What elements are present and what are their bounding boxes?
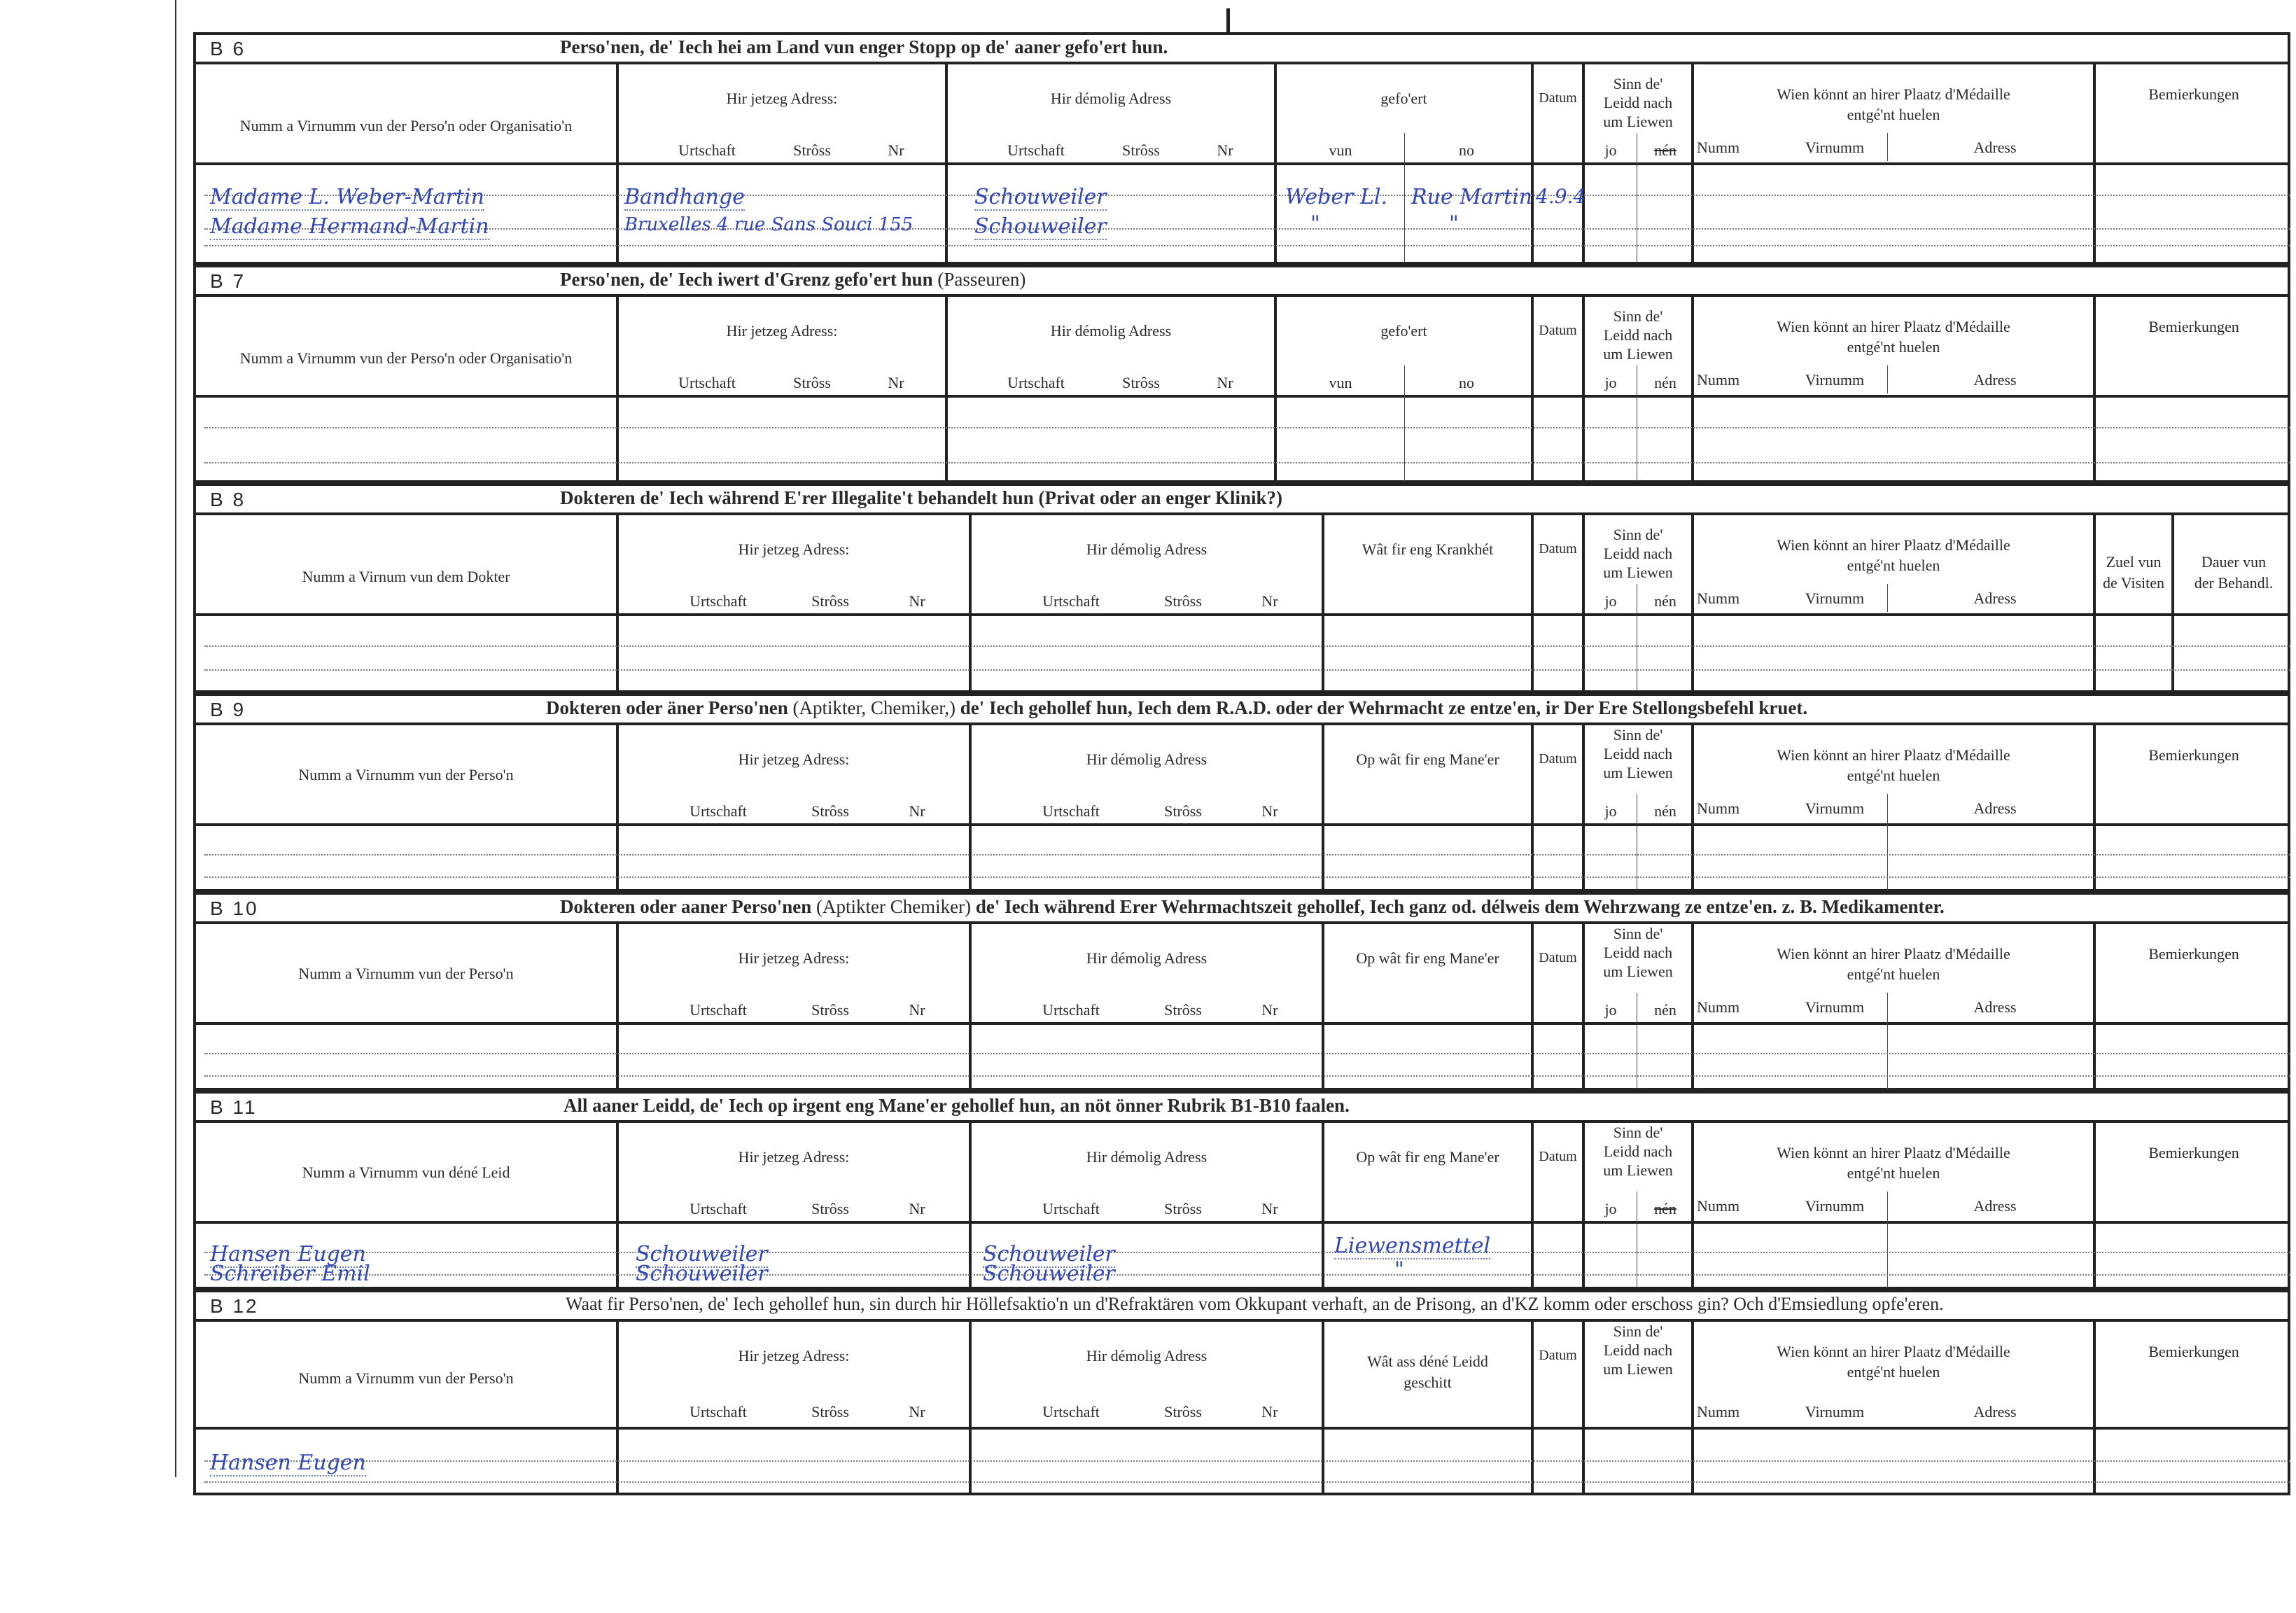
b11-virnumm-label: Virnumm bbox=[1805, 1197, 1865, 1215]
b11-former-urtschaft-label: Urtschaft bbox=[1042, 1200, 1100, 1217]
b6-former-urtschaft-label: Urtschaft bbox=[1007, 141, 1065, 159]
b10-current-address-header: Hir jetzeg Adress: bbox=[738, 949, 850, 967]
b6-urtschaft-label: Urtschaft bbox=[678, 141, 736, 159]
b12-virnumm-label: Virnumm bbox=[1805, 1403, 1865, 1420]
b8-virnumm-label: Virnumm bbox=[1805, 589, 1865, 607]
b11-nr-label: Nr bbox=[909, 1200, 925, 1217]
b10-name-col-header: Numm a Virnumm vun der Perso'n bbox=[298, 965, 514, 982]
section-b8 bbox=[193, 483, 2290, 693]
b11-nen-label: nén bbox=[1654, 1200, 1676, 1217]
b11-op-wat-header: Op wât fir eng Mane'er bbox=[1356, 1148, 1499, 1166]
b8-jo-label: jo bbox=[1604, 592, 1617, 610]
b6-jo-label: jo bbox=[1604, 141, 1617, 159]
b9-adress-label: Adress bbox=[1973, 799, 2017, 817]
b12-former-address-header: Hir démolig Adress bbox=[1086, 1347, 1208, 1364]
b6-former-stross-label: Strôss bbox=[1122, 141, 1160, 159]
b12-numm-label: Numm bbox=[1697, 1403, 1740, 1420]
b6-name-col-header: Numm a Virnumm vun der Perso'n oder Organisatio'n bbox=[239, 117, 573, 134]
b6-numm-label: Numm bbox=[1697, 139, 1740, 156]
b12-former-urtschaft-label: Urtschaft bbox=[1042, 1403, 1100, 1420]
b8-current-address-header: Hir jetzeg Adress: bbox=[738, 540, 850, 558]
b8-former-stross-label: Strôss bbox=[1164, 592, 1202, 610]
b12-nr-label: Nr bbox=[909, 1403, 925, 1420]
b8-former-urtschaft-label: Urtschaft bbox=[1042, 592, 1100, 610]
b12-sinn-header: Sinn de' Leidd nach um Liewen bbox=[1603, 1322, 1673, 1378]
section-b6 bbox=[193, 32, 2290, 265]
b9-datum-header: Datum bbox=[1539, 751, 1577, 767]
b10-sinn-header: Sinn de' Leidd nach um Liewen bbox=[1603, 925, 1673, 980]
b7-numm-label: Numm bbox=[1697, 371, 1740, 389]
b6-row2-former-address: Schouweiler bbox=[974, 214, 1107, 239]
b11-wien-header: Wien könnt an hirer Plaatz d'Médaille entgé'nt huelen bbox=[1777, 1144, 2010, 1182]
b7-vun-label: vun bbox=[1329, 374, 1352, 391]
b12-wien-header: Wien könnt an hirer Plaatz d'Médaille entgé'nt huelen bbox=[1777, 1343, 2010, 1381]
b11-row1-name: Hansen Eugen bbox=[210, 1242, 366, 1266]
section-b11 bbox=[193, 1091, 2290, 1290]
b11-name-col-header: Numm a Virnumm vun déné Leid bbox=[302, 1164, 510, 1181]
b8-dauer-header: Dauer vun der Behandl. bbox=[2194, 553, 2274, 592]
top-registration-mark bbox=[1226, 8, 1230, 32]
b11-adress-label: Adress bbox=[1973, 1197, 2017, 1215]
b11-row2-former-address: Schouweiler bbox=[983, 1262, 1115, 1286]
b10-virnumm-label: Virnumm bbox=[1805, 998, 1865, 1016]
b9-nen-label: nén bbox=[1654, 802, 1676, 820]
b9-op-wat-header: Op wât fir eng Mane'er bbox=[1356, 750, 1499, 768]
b11-former-nr-label: Nr bbox=[1261, 1200, 1278, 1217]
b7-bemierkungen-header: Bemierkungen bbox=[2148, 318, 2239, 335]
b9-former-stross-label: Strôss bbox=[1164, 802, 1202, 820]
b8-datum-header: Datum bbox=[1539, 541, 1577, 557]
b9-nr-label: Nr bbox=[909, 802, 925, 820]
b8-zuel-header: Zuel vun de Visiten bbox=[2102, 553, 2165, 592]
b6-row1-name: Madame L. Weber-Martin bbox=[210, 185, 484, 209]
b11-row2-how: " bbox=[1394, 1257, 1404, 1282]
b9-numm-label: Numm bbox=[1697, 799, 1740, 817]
b12-former-stross-label: Strôss bbox=[1164, 1403, 1202, 1420]
b6-sinn-header: Sinn de' Leidd nach um Liewen bbox=[1603, 75, 1673, 130]
b7-nen-label: nén bbox=[1654, 374, 1676, 391]
section-b7-titlebar bbox=[196, 267, 2288, 297]
b10-jo-label: jo bbox=[1604, 1001, 1617, 1019]
b12-urtschaft-label: Urtschaft bbox=[690, 1403, 747, 1420]
b9-name-col-header: Numm a Virnumm vun der Perso'n bbox=[298, 766, 514, 783]
b8-name-col-header: Numm a Virnum vun dem Dokter bbox=[302, 568, 510, 585]
b11-row2-name: Schreiber Emil bbox=[210, 1262, 370, 1286]
b10-former-urtschaft-label: Urtschaft bbox=[1042, 1001, 1100, 1019]
b11-sinn-header: Sinn de' Leidd nach um Liewen bbox=[1603, 1124, 1673, 1179]
section-b6-id: B 6 bbox=[210, 38, 246, 60]
b12-datum-header: Datum bbox=[1539, 1348, 1577, 1363]
b6-vun-label: vun bbox=[1329, 141, 1352, 159]
section-b9 bbox=[193, 693, 2290, 892]
section-b11-titlebar bbox=[196, 1094, 2288, 1123]
b6-row2-to: " bbox=[1449, 211, 1459, 236]
b7-jo-label: jo bbox=[1604, 374, 1617, 391]
b11-row1-current-address: Schouweiler bbox=[636, 1242, 768, 1266]
b6-adress-label: Adress bbox=[1973, 139, 2017, 156]
b7-datum-header: Datum bbox=[1539, 323, 1577, 338]
b9-wien-header: Wien könnt an hirer Plaatz d'Médaille entgé'nt huelen bbox=[1777, 746, 2010, 784]
b6-row2-current-address: Bruxelles 4 rue Sans Souci 155 bbox=[624, 214, 913, 235]
b6-former-address-header: Hir démolig Adress bbox=[1050, 90, 1172, 107]
b11-urtschaft-label: Urtschaft bbox=[690, 1200, 747, 1217]
b6-datum-header: Datum bbox=[1539, 90, 1577, 106]
b7-stross-label: Strôss bbox=[793, 374, 831, 391]
section-b7-title: Perso'nen, de' Iech iwert d'Grenz gefo'ert hun (Passeuren) bbox=[560, 269, 1026, 290]
b8-former-nr-label: Nr bbox=[1261, 592, 1278, 610]
b7-no-label: no bbox=[1459, 374, 1474, 391]
section-b8-id: B 8 bbox=[210, 489, 246, 510]
b9-former-nr-label: Nr bbox=[1261, 802, 1278, 820]
b6-bemierkungen-header: Bemierkungen bbox=[2148, 85, 2239, 103]
b12-row1-name: Hansen Eugen bbox=[210, 1451, 366, 1475]
b9-current-address-header: Hir jetzeg Adress: bbox=[738, 750, 850, 768]
b7-urtschaft-label: Urtschaft bbox=[678, 374, 736, 391]
b10-bemierkungen-header: Bemierkungen bbox=[2148, 945, 2239, 963]
b11-numm-label: Numm bbox=[1697, 1197, 1740, 1215]
b9-former-address-header: Hir démolig Adress bbox=[1086, 750, 1208, 768]
b7-former-stross-label: Strôss bbox=[1122, 374, 1160, 391]
b10-op-wat-header: Op wât fir eng Mane'er bbox=[1356, 949, 1499, 967]
b8-nr-label: Nr bbox=[909, 592, 925, 610]
b11-jo-label: jo bbox=[1604, 1200, 1617, 1217]
b10-nr-label: Nr bbox=[909, 1001, 925, 1019]
b9-virnumm-label: Virnumm bbox=[1805, 799, 1865, 817]
b8-sinn-header: Sinn de' Leidd nach um Liewen bbox=[1603, 526, 1673, 581]
b6-nen-label: nén bbox=[1654, 141, 1676, 159]
section-b12 bbox=[193, 1290, 2290, 1495]
section-b9-id: B 9 bbox=[210, 699, 246, 720]
b9-urtschaft-label: Urtschaft bbox=[690, 802, 747, 820]
b6-row1-current-address: Bandhange bbox=[624, 185, 745, 209]
section-b8-titlebar bbox=[196, 486, 2288, 515]
b10-former-nr-label: Nr bbox=[1261, 1001, 1278, 1019]
section-b9-title: Dokteren oder äner Perso'nen (Aptikter, Chemiker,) de' Iech gehollef hun, Iech dem R.A.D. oder der Wehrmacht ze entze'en, ir Der Ere Stellongsbefehl kruet. bbox=[546, 697, 1808, 718]
b10-datum-header: Datum bbox=[1539, 950, 1577, 965]
b11-current-address-header: Hir jetzeg Adress: bbox=[738, 1148, 850, 1166]
section-b11-title: All aaner Leidd, de' Iech op irgent eng Mane'er gehollef hun, an nöt önner Rubrik B1-B10 faalen. bbox=[564, 1095, 1350, 1116]
b9-former-urtschaft-label: Urtschaft bbox=[1042, 802, 1100, 820]
b11-row2-current-address: Schouweiler bbox=[636, 1262, 768, 1286]
b10-former-address-header: Hir démolig Adress bbox=[1086, 949, 1208, 967]
b7-sinn-header: Sinn de' Leidd nach um Liewen bbox=[1603, 307, 1673, 363]
section-b10-titlebar bbox=[196, 895, 2288, 924]
b6-nr-label: Nr bbox=[888, 141, 904, 159]
b6-no-label: no bbox=[1459, 141, 1474, 159]
b12-adress-label: Adress bbox=[1973, 1403, 2017, 1420]
b12-wat-header: Wât ass déné Leidd geschitt bbox=[1367, 1353, 1488, 1391]
b6-stross-label: Strôss bbox=[793, 141, 831, 159]
b7-virnumm-label: Virnumm bbox=[1805, 371, 1865, 389]
section-b7 bbox=[193, 265, 2290, 483]
b12-name-col-header: Numm a Virnumm vun der Perso'n bbox=[298, 1369, 514, 1387]
b8-nen-label: nén bbox=[1654, 592, 1676, 610]
section-b12-title: Waat fir Perso'nen, de' Iech gehollef hun, sin durch hir Höllefsaktio'n un d'Refraktären vom Okkupant verhaft, an de Prisong, an d'KZ komm oder erschoss gin? Och d'Emsiedlung opfe'eren. bbox=[566, 1294, 1944, 1314]
b7-nr-label: Nr bbox=[888, 374, 904, 391]
b7-former-address-header: Hir démolig Adress bbox=[1050, 322, 1172, 340]
b8-wien-header: Wien könnt an hirer Plaatz d'Médaille entgé'nt huelen bbox=[1777, 536, 2010, 574]
b10-nen-label: nén bbox=[1654, 1001, 1676, 1019]
b9-jo-label: jo bbox=[1604, 802, 1617, 820]
page-left-edge bbox=[175, 0, 176, 1477]
b7-name-col-header: Numm a Virnumm vun der Perso'n oder Organisatio'n bbox=[239, 349, 573, 367]
b6-row1-from: Weber Ll. bbox=[1285, 185, 1388, 209]
b10-wien-header: Wien könnt an hirer Plaatz d'Médaille entgé'nt huelen bbox=[1777, 945, 2010, 983]
section-b6-title: Perso'nen, de' Iech hei am Land vun enger Stopp op de' aaner gefo'ert hun. bbox=[560, 36, 1168, 57]
section-b8-title: Dokteren de' Iech während E'rer Illegalite't behandelt hun (Privat oder an enger Klinik?) bbox=[560, 487, 1283, 508]
b6-row2-name: Madame Hermand-Martin bbox=[210, 214, 489, 239]
b6-wien-header: Wien könnt an hirer Plaatz d'Médaille entgé'nt huelen bbox=[1777, 85, 2010, 123]
b10-numm-label: Numm bbox=[1697, 998, 1740, 1016]
b9-bemierkungen-header: Bemierkungen bbox=[2148, 746, 2239, 764]
section-b10 bbox=[193, 892, 2290, 1091]
b7-former-urtschaft-label: Urtschaft bbox=[1007, 374, 1065, 391]
b6-row1-former-address: Schouweiler bbox=[974, 185, 1107, 209]
section-b6-titlebar bbox=[196, 35, 2288, 64]
section-b10-id: B 10 bbox=[210, 898, 259, 919]
b11-bemierkungen-header: Bemierkungen bbox=[2148, 1144, 2239, 1161]
section-b9-titlebar bbox=[196, 696, 2288, 725]
b7-adress-label: Adress bbox=[1973, 371, 2017, 389]
b8-stross-label: Strôss bbox=[811, 592, 849, 610]
b7-current-address-header: Hir jetzeg Adress: bbox=[726, 322, 838, 340]
b8-numm-label: Numm bbox=[1697, 589, 1740, 607]
b6-row2-from: " bbox=[1310, 211, 1320, 236]
b7-wien-header: Wien könnt an hirer Plaatz d'Médaille entgé'nt huelen bbox=[1777, 318, 2010, 356]
b8-former-address-header: Hir démolig Adress bbox=[1086, 540, 1208, 558]
b7-former-nr-label: Nr bbox=[1217, 374, 1233, 391]
b10-stross-label: Strôss bbox=[811, 1001, 849, 1019]
b10-former-stross-label: Strôss bbox=[1164, 1001, 1202, 1019]
b10-adress-label: Adress bbox=[1973, 998, 2017, 1016]
form-sheet bbox=[193, 32, 2290, 1495]
b9-sinn-header: Sinn de' Leidd nach um Liewen bbox=[1603, 726, 1673, 781]
section-b12-id: B 12 bbox=[210, 1295, 259, 1317]
b12-bemierkungen-header: Bemierkungen bbox=[2148, 1343, 2239, 1360]
b8-adress-label: Adress bbox=[1973, 589, 2017, 607]
b6-virnumm-label: Virnumm bbox=[1805, 139, 1865, 156]
b8-urtschaft-label: Urtschaft bbox=[690, 592, 747, 610]
b6-former-nr-label: Nr bbox=[1217, 141, 1233, 159]
b6-row1-to: Rue Martin bbox=[1411, 185, 1533, 209]
section-b7-id: B 7 bbox=[210, 270, 246, 292]
b11-former-address-header: Hir démolig Adress bbox=[1086, 1148, 1208, 1166]
b11-row1-former-address: Schouweiler bbox=[983, 1242, 1115, 1266]
b12-former-nr-label: Nr bbox=[1261, 1403, 1278, 1420]
section-b10-title: Dokteren oder aaner Perso'nen (Aptikter Chemiker) de' Iech während Erer Wehrmachtszeit gehollef, Iech ganz od. délweis dem Wehrzwang ze entze'en. z. B. Medikamenter. bbox=[560, 896, 1945, 917]
b8-krankhet-header: Wât fir eng Krankhét bbox=[1362, 540, 1494, 558]
b6-row1-date: 4.9.4 bbox=[1536, 185, 1586, 208]
b6-gefoert-header: gefo'ert bbox=[1380, 90, 1427, 107]
b7-gefoert-header: gefo'ert bbox=[1380, 322, 1427, 340]
b10-urtschaft-label: Urtschaft bbox=[690, 1001, 747, 1019]
b12-stross-label: Strôss bbox=[811, 1403, 849, 1420]
b12-current-address-header: Hir jetzeg Adress: bbox=[738, 1347, 850, 1364]
b11-stross-label: Strôss bbox=[811, 1200, 849, 1217]
b11-former-stross-label: Strôss bbox=[1164, 1200, 1202, 1217]
b11-datum-header: Datum bbox=[1539, 1149, 1577, 1164]
b6-current-address-header: Hir jetzeg Adress: bbox=[726, 90, 838, 107]
section-b12-titlebar bbox=[196, 1292, 2288, 1322]
b9-stross-label: Strôss bbox=[811, 802, 849, 820]
section-b11-id: B 11 bbox=[210, 1096, 258, 1118]
b11-row1-how: Liewensmettel bbox=[1334, 1234, 1491, 1258]
